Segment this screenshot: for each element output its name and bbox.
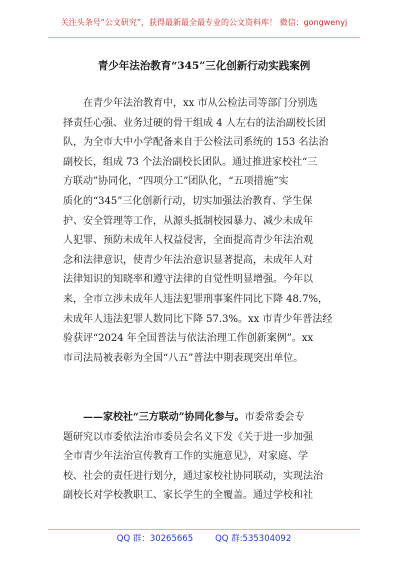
paragraph-line: 护、安全管理等工作，从源头抵制校园暴力、减少未成年 [63,215,313,227]
paragraph-1 [63,94,347,368]
paragraph-line: 方联动”协同化，“四项分工”团队化，“五项措施”实 [63,176,289,188]
paragraph-line: 质化的“345”三化创新行动，切实加强法治教育、学生保 [63,195,313,207]
header-divider [48,37,360,38]
header-banner [0,17,408,28]
paragraph-line: 念和法律意识，使青少年法治意识显著提高，未成年人对 [63,254,313,266]
footer [0,533,408,545]
paragraph-line: 题研究以市委依法治市委员会名义下发《关于进一步加强 [63,431,313,443]
paragraph-line: 在青少年法治教育中，xx 市从公检法司等部门分别选 [83,98,318,109]
paragraph-line: 未成年人违法犯罪人数同比下降 57.3%。xx 市青少年普法经 [63,313,333,325]
footer-qq-group-1: QQ 群：30265665 [116,534,194,544]
paragraph-line: 法律知识的知晓率和遵守法律的自觉性明显增强。今年以 [63,274,313,286]
section-heading: ——家校社“三方联动”协同化参与。 [83,412,245,423]
paragraph-line: 验获评“2024 年全国普法与依法治理工作创新案例”。xx [63,333,314,345]
paragraph-line: 择责任心强、业务过硬的骨干组成 4 人左右的法治副校长团 [63,117,326,129]
paragraph-line: 队，为全市大中小学配备来自于公检法司系统的 153 名法治 [63,137,329,149]
footer-divider [48,529,360,530]
paragraph-line: 副校长，组成 73 个法治副校长团队。通过推进家校社“三 [63,156,318,168]
paragraph-2 [63,408,347,506]
paragraph-line: 校、社会的责任进行划分，通过家校社协同联动，实现法治 [63,470,323,482]
paragraph-line: 全市青少年法治宣传教育工作的实施意见》，对家庭、学 [63,451,308,463]
paragraph-line: 人犯罪、预防未成年人权益侵害，全面提高青少年法治观 [63,235,313,247]
header-banner-text: 关注头条号“公文研究”，获得最新最全最专业的公文资料库！ 微信：gongwenyj [60,18,348,27]
paragraph-line: 副校长对学校教职工、家长学生的全覆盖。通过学校和社 [63,490,313,502]
footer-qq-group-2: QQ 群:535304092 [215,534,292,544]
paragraph-line: 市司法局被表彰为全国“八五”普法中期表现突出单位。 [63,352,304,364]
paragraph-line [63,408,347,428]
section-heading-rest: 市委常委会专 [244,412,305,423]
paragraph-line: 来，全市立涉未成年人违法犯罪刑事案件同比下降 48.7%， [63,293,328,305]
document-title: 青少年法治教育“345”三化创新行动实践案例 [97,60,311,72]
